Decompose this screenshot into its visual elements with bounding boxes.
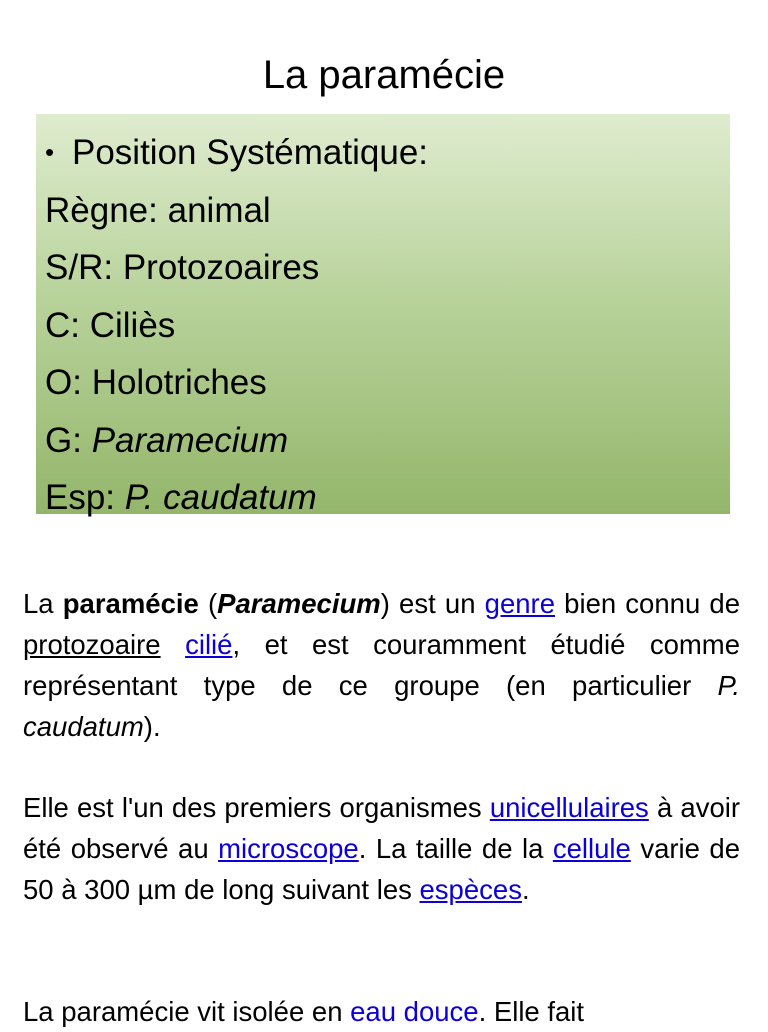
link-genre[interactable]: genre [484,588,555,619]
link-cellule[interactable]: cellule [552,833,631,864]
bullet-icon: • [45,137,55,167]
row-genre: G: Paramecium [45,420,289,460]
row-classe: C: Ciliès [45,305,176,345]
paragraph-intro: La paramécie (Paramecium) est un genre bien connu de protozoaire cilié, et est couramment étudié comme représentant type de ce groupe (en particulier P. caudatum). [23,588,740,742]
link-microscope[interactable]: microscope [218,833,359,864]
row-ordre: O: Holotriches [45,363,267,402]
row-sous-regne: S/R: Protozoaires [45,248,320,287]
systematic-position-box [36,114,730,517]
row-regne: Règne: animal [45,190,271,230]
paragraph-habitat: La paramécie vit isolée en eau douce. Elle fait [23,996,585,1027]
link-cilie[interactable]: cilié [185,629,233,660]
page-title: La paramécie [262,53,506,97]
paragraph-history: Elle est l'un des premiers organismes unicellulaires à avoir été observé au microscope. La taille de la cellule varie de 50 à 300 µm de long suivant les espèces. [23,792,741,905]
box-heading: • Position Systématique: [45,124,730,182]
row-espece: Esp: P. caudatum [45,478,317,517]
link-especes[interactable]: espèces [419,874,522,905]
link-unicellulaires[interactable]: unicellulaires [489,792,649,823]
link-protozoaire[interactable]: protozoaire [23,629,161,660]
link-eau-douce[interactable]: eau douce [350,996,479,1027]
